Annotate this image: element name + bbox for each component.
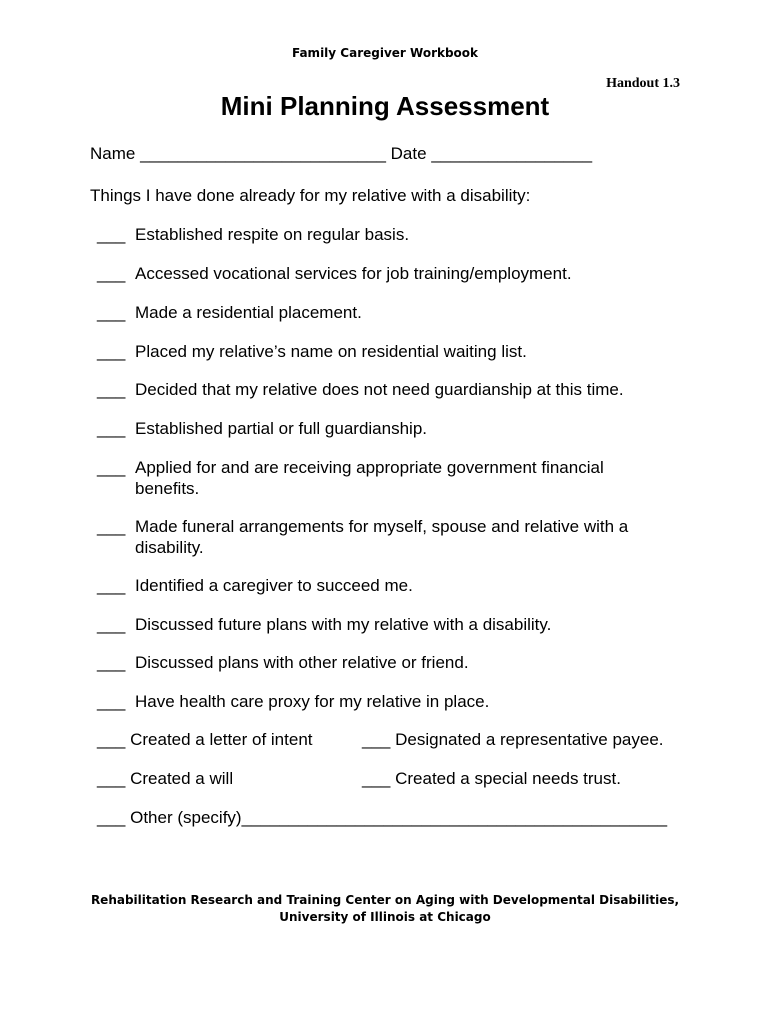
check-blank[interactable]: ___: [97, 458, 126, 477]
check-blank[interactable]: ___: [362, 730, 391, 749]
name-label: Name: [90, 144, 136, 163]
item-text: Made a residential placement.: [135, 303, 362, 322]
check-blank[interactable]: ___: [97, 225, 126, 244]
check-blank[interactable]: ___: [97, 264, 126, 283]
item-text: Accessed vocational services for job training/employment.: [135, 264, 572, 283]
item-text: Applied for and are receiving appropriate government financial benefits.: [135, 458, 604, 498]
workbook-header: Family Caregiver Workbook: [291, 46, 479, 60]
other-label: Other (specify): [130, 808, 242, 827]
item-text: Have health care proxy for my relative in place.: [135, 692, 490, 711]
item-text: Discussed plans with other relative or friend.: [135, 653, 469, 672]
item-text: Created a will: [130, 769, 234, 788]
item-text: Created a letter of intent: [130, 730, 313, 749]
check-blank[interactable]: ___: [97, 769, 126, 788]
date-field[interactable]: _________________: [431, 144, 593, 163]
name-date-row: [90, 144, 592, 164]
check-blank[interactable]: ___: [97, 342, 126, 361]
item-text: Decided that my relative does not need guardianship at this time.: [135, 380, 624, 399]
paired-item-right: [362, 730, 664, 750]
check-blank[interactable]: ___: [97, 517, 126, 536]
footer-line-1: Rehabilitation Research and Training Center on Aging with Developmental Disabilities,: [90, 893, 680, 907]
item-text: Placed my relative’s name on residential waiting list.: [135, 342, 527, 361]
page-title: Mini Planning Assessment: [220, 91, 550, 121]
check-blank[interactable]: ___: [362, 769, 391, 788]
item-text: Identified a caregiver to succeed me.: [135, 576, 413, 595]
paired-item-left: [97, 769, 233, 789]
item-text: Created a special needs trust.: [395, 769, 621, 788]
item-text: Established partial or full guardianship.: [135, 419, 428, 438]
intro-text: Things I have done already for my relative with a disability:: [90, 186, 531, 205]
item-text: Discussed future plans with my relative with a disability.: [135, 615, 552, 634]
paired-item-right: [362, 769, 621, 789]
check-blank[interactable]: ___: [97, 692, 126, 711]
other-item: [97, 808, 667, 828]
check-blank[interactable]: ___: [97, 808, 126, 827]
check-blank[interactable]: ___: [97, 730, 126, 749]
handout-number: Handout 1.3: [606, 76, 680, 91]
check-blank[interactable]: ___: [97, 380, 126, 399]
date-label: Date: [390, 144, 427, 163]
paired-item-left: [97, 730, 313, 750]
footer-line-2: University of Illinois at Chicago: [279, 910, 491, 924]
item-text: Made funeral arrangements for myself, spouse and relative with a disability.: [135, 517, 629, 557]
check-blank[interactable]: ___: [97, 576, 126, 595]
check-blank[interactable]: ___: [97, 653, 126, 672]
check-blank[interactable]: ___: [97, 615, 126, 634]
check-blank[interactable]: ___: [97, 303, 126, 322]
item-text: Designated a representative payee.: [395, 730, 664, 749]
check-blank[interactable]: ___: [97, 419, 126, 438]
footer: [0, 892, 770, 926]
other-specify-field[interactable]: _____________________________________________: [241, 808, 668, 827]
name-field[interactable]: __________________________: [140, 144, 386, 163]
item-text: Established respite on regular basis.: [135, 225, 410, 244]
